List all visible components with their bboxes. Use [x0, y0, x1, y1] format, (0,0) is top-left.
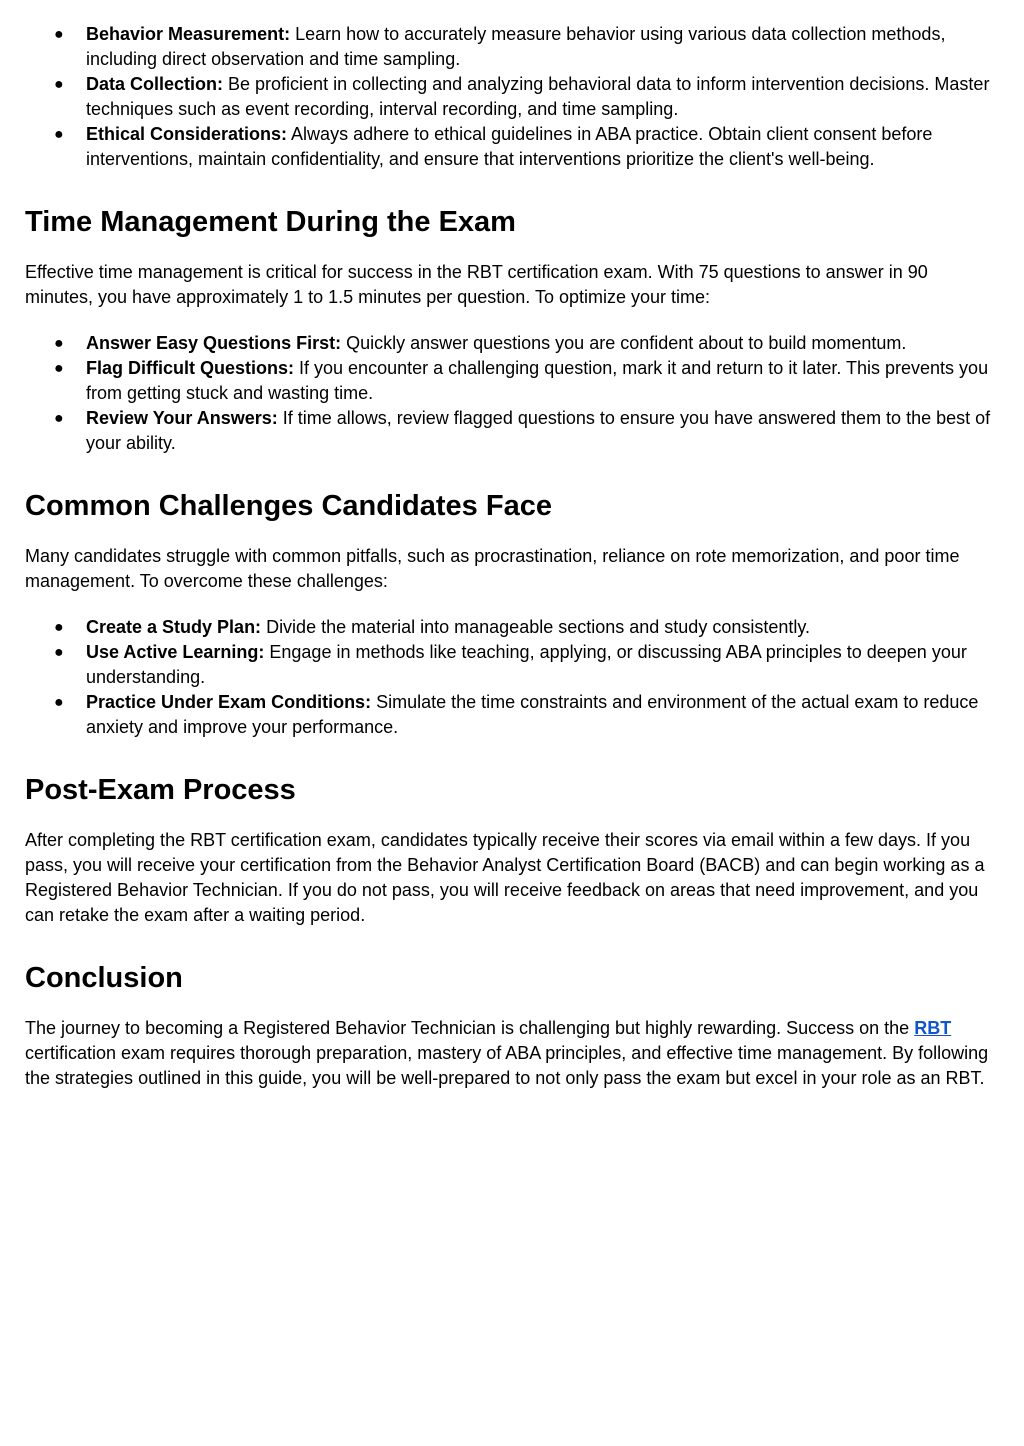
bullet-icon: ●: [54, 619, 64, 636]
bullet-icon: ●: [54, 644, 64, 661]
rbt-link[interactable]: RBT: [914, 1018, 952, 1038]
conclusion-text-before-link: The journey to becoming a Registered Behavior Technician is challenging but highly rewarding. Success on the: [25, 1018, 915, 1038]
bullet-icon: ●: [54, 76, 64, 93]
conclusion-body: [25, 1016, 1000, 1091]
list-top: [25, 22, 1000, 172]
list-item-term: Create a Study Plan:: [86, 617, 262, 637]
list-item: [54, 615, 1000, 640]
list-item-text: Learn how to accurately measure behavior using various data collection methods, including direct observation and time sampling.: [86, 24, 946, 69]
list-item: [54, 406, 1000, 456]
list-item-text: Quickly answer questions you are confident about to build momentum.: [341, 333, 907, 353]
list-item-term: Data Collection:: [86, 74, 224, 94]
challenges-list: [25, 615, 1000, 740]
list-item: [54, 331, 1000, 356]
list-item: [54, 122, 1000, 172]
conclusion-text-after-link: certification exam requires thorough preparation, mastery of ABA principles, and effective time management. By following the strategies outlined in this guide, you will be well-prepared to not only pass the exam but excel in your role as an RBT.: [25, 1043, 989, 1088]
list-item-term: Use Active Learning:: [86, 642, 265, 662]
list-item-term: Ethical Considerations:: [86, 124, 288, 144]
list-item: [54, 640, 1000, 690]
time-management-list: [25, 331, 1000, 456]
list-item-text: Simulate the time constraints and environment of the actual exam to reduce anxiety and improve your performance.: [86, 692, 979, 737]
list-item-text: If time allows, review flagged questions to ensure you have answered them to the best of your ability.: [86, 408, 991, 453]
list-item-term: Review Your Answers:: [86, 408, 278, 428]
list-item-text: Engage in methods like teaching, applying, or discussing ABA principles to deepen your understanding.: [86, 642, 967, 687]
list-item-text: Be proficient in collecting and analyzing behavioral data to inform intervention decisions. Master techniques such as event recording, interval recording, and time sampling.: [86, 74, 990, 119]
challenges-intro: Many candidates struggle with common pitfalls, such as procrastination, reliance on rote memorization, and poor time management. To overcome these challenges:: [25, 546, 960, 591]
list-item-term: Flag Difficult Questions:: [86, 358, 295, 378]
list-item: [54, 72, 1000, 122]
section-heading-conclusion: Conclusion: [25, 962, 183, 994]
list-item-term: Answer Easy Questions First:: [86, 333, 342, 353]
list-item-term: Behavior Measurement:: [86, 24, 291, 44]
bullet-icon: ●: [54, 126, 64, 143]
section-heading-time-management: Time Management During the Exam: [25, 206, 516, 238]
list-item: [54, 690, 1000, 740]
list-item-text: Divide the material into manageable sections and study consistently.: [261, 617, 811, 637]
list-item-text: If you encounter a challenging question, mark it and return to it later. This prevents you from getting stuck and wasting time.: [86, 358, 989, 403]
list-item: [54, 356, 1000, 406]
bullet-icon: ●: [54, 410, 64, 427]
post-exam-body: After completing the RBT certification exam, candidates typically receive their scores via email within a few days. If you pass, you will receive your certification from the Behavior Analyst Certification Board (BACB) and can begin working as a Registered Behavior Technician. If you do not pass, you will receive feedback on areas that need improvement, and you can retake the exam after a waiting period.: [25, 830, 985, 925]
bullet-icon: ●: [54, 694, 64, 711]
bullet-icon: ●: [54, 26, 64, 43]
section-heading-post-exam: Post-Exam Process: [25, 774, 296, 806]
list-item: [54, 22, 1000, 72]
section-heading-challenges: Common Challenges Candidates Face: [25, 490, 552, 522]
list-item-term: Practice Under Exam Conditions:: [86, 692, 372, 712]
time-management-intro: Effective time management is critical for success in the RBT certification exam. With 75 questions to answer in 90 minutes, you have approximately 1 to 1.5 minutes per question. To optimize your time:: [25, 262, 928, 307]
list-item-text: Always adhere to ethical guidelines in ABA practice. Obtain client consent before interventions, maintain confidentiality, and ensure that interventions prioritize the client's well-being.: [86, 124, 933, 169]
bullet-icon: ●: [54, 360, 64, 377]
bullet-icon: ●: [54, 335, 64, 352]
